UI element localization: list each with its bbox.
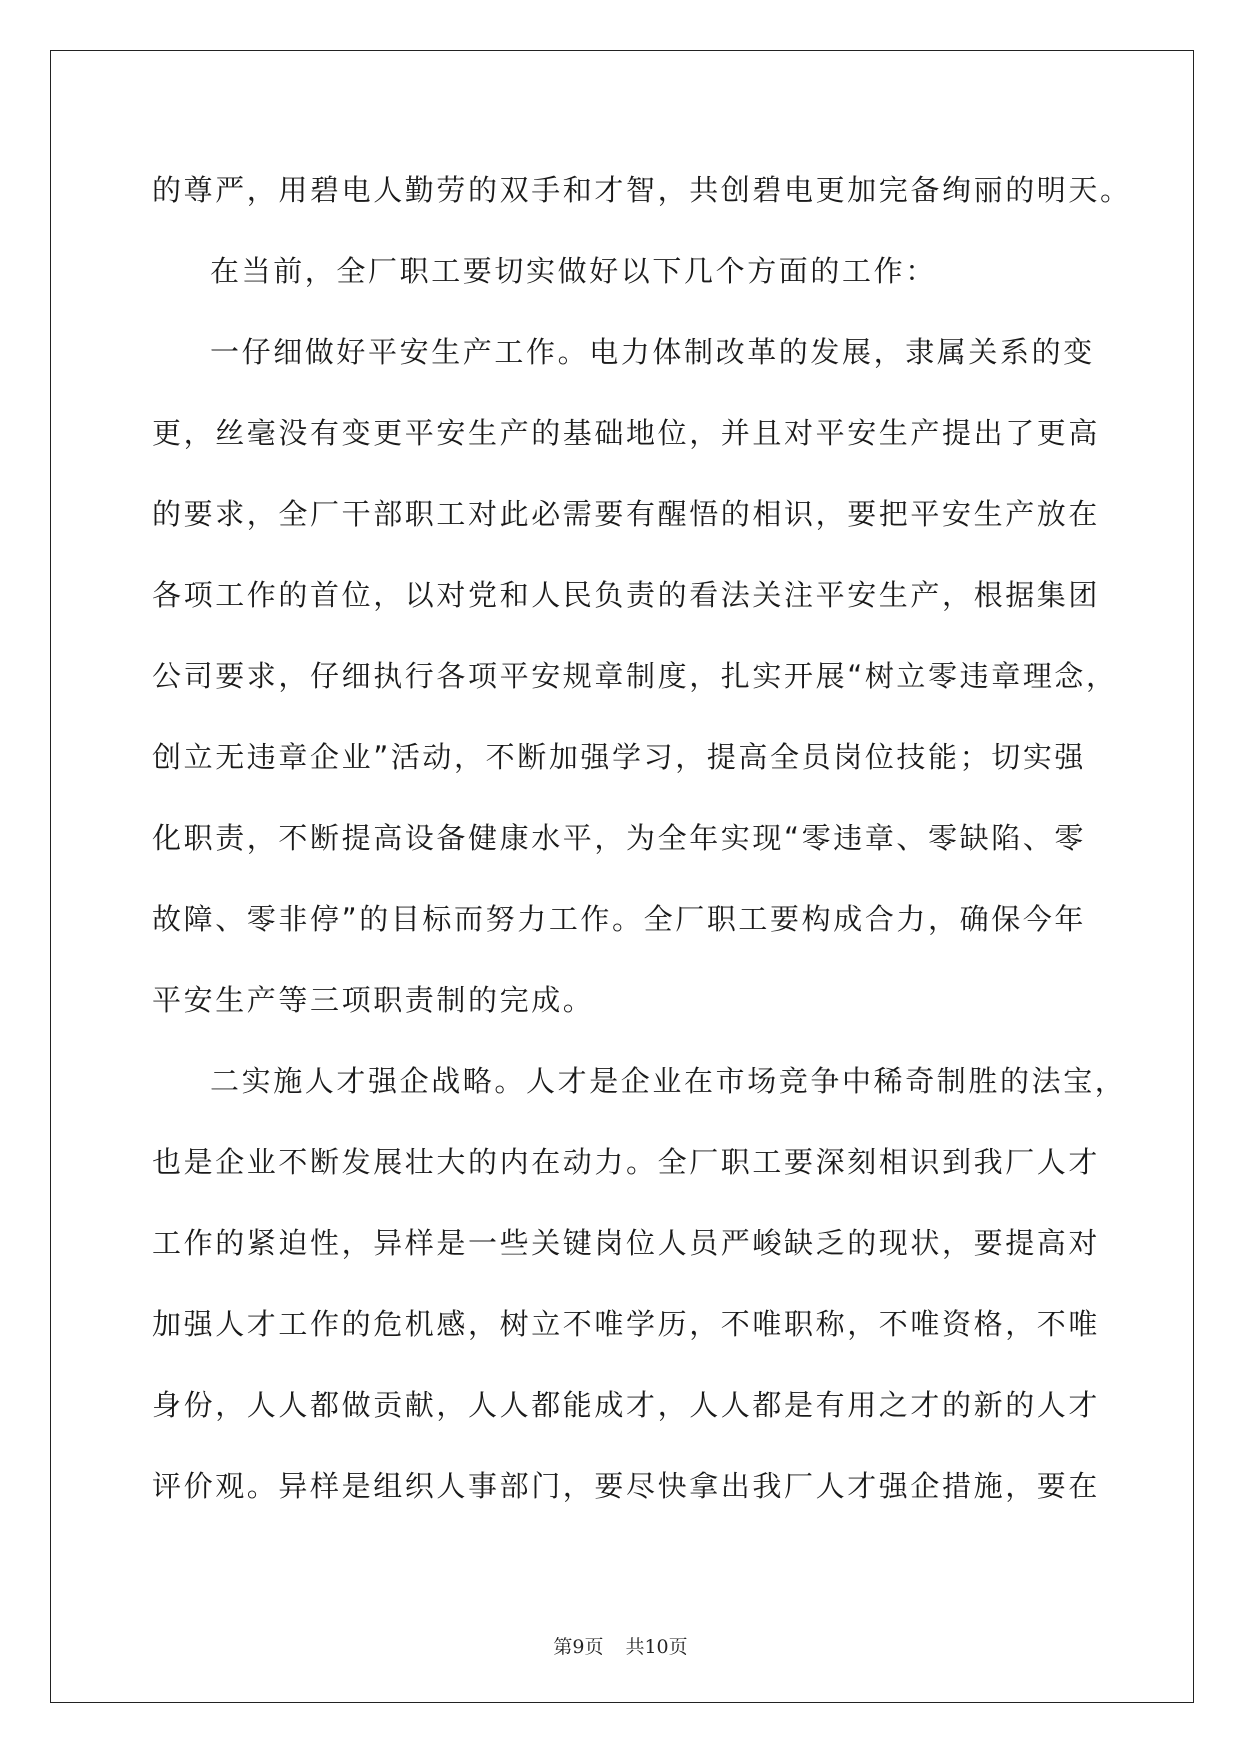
text-line: 的尊严，用碧电人勤劳的双手和才智，共创碧电更加完备绚丽的明天。 [152,173,1132,207]
text-line: 故障、零非停”的目标而努力工作。全厂职工要构成合力，确保今年 [152,902,1087,936]
text-line: 公司要求，仔细执行各项平安规章制度，扎实开展“树立零违章理念， [152,659,1118,693]
page-number: 第9页 [553,1636,604,1658]
text-line: 各项工作的首位，以对党和人民负责的看法关注平安生产，根据集团 [152,578,1101,612]
text-line: 身份，人人都做贡献，人人都能成才，人人都是有用之才的新的人才 [152,1388,1101,1422]
text-line: 创立无违章企业”活动，不断加强学习，提高全员岗位技能；切实强 [152,740,1087,774]
text-line: 在当前，全厂职工要切实做好以下几个方面的工作： [210,254,937,288]
text-line: 工作的紧迫性，异样是一些关键岗位人员严峻缺乏的现状，要提高对 [152,1226,1101,1260]
text-line: 加强人才工作的危机感，树立不唯学历，不唯职称，不唯资格，不唯 [152,1307,1101,1341]
page-total: 共10页 [625,1636,688,1658]
text-line: 化职责，不断提高设备健康水平，为全年实现“零违章、零缺陷、零 [152,821,1087,855]
document-body [152,150,1132,1527]
text-line: 评价观。异样是组织人事部门，要尽快拿出我厂人才强企措施，要在 [152,1469,1101,1503]
page-footer [0,1632,1241,1659]
text-line: 更，丝毫没有变更平安生产的基础地位，并且对平安生产提出了更高 [152,416,1101,450]
text-line: 一仔细做好平安生产工作。电力体制改革的发展，隶属关系的变 [210,335,1095,369]
text-line: 也是企业不断发展壮大的内在动力。全厂职工要深刻相识到我厂人才 [152,1145,1101,1179]
text-line: 平安生产等三项职责制的完成。 [152,983,595,1017]
text-line: 二实施人才强企战略。人才是企业在市场竞争中稀奇制胜的法宝， [210,1064,1127,1098]
text-line: 的要求，全厂干部职工对此必需要有醒悟的相识，要把平安生产放在 [152,497,1101,531]
